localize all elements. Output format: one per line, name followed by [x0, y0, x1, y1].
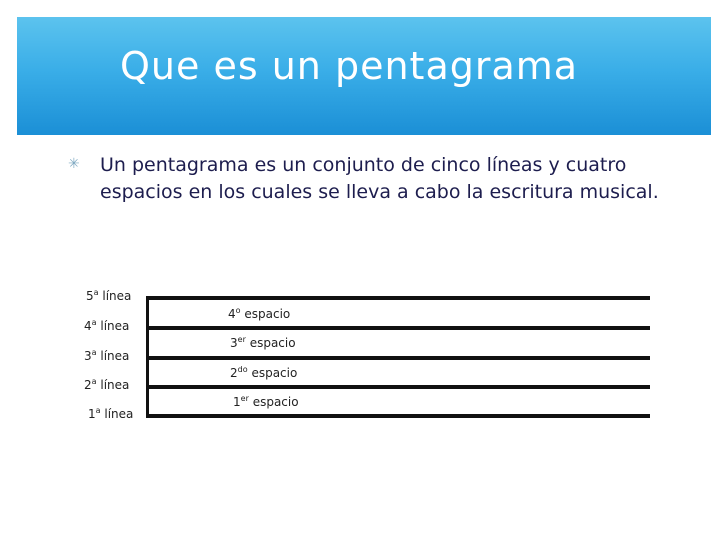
bullet-text: Un pentagrama es un conjunto de cinco líneas y cuatro espacios en los cuales se lleva a cabo la escritura musical. [100, 154, 659, 203]
space-label-2: $2^{do}$ espacio [230, 365, 298, 380]
space-label-4: 4$^o$ espacio [228, 306, 291, 321]
staff-line-3 [146, 356, 650, 360]
staff-line-4 [146, 326, 650, 330]
staff-line-1 [146, 414, 650, 418]
space-label-3: 3er espacio [230, 335, 296, 350]
staff-line-2 [146, 385, 650, 389]
slide-title: Que es un pentagrama [120, 44, 579, 88]
asterisk-icon: ✳ [68, 156, 80, 172]
staff-lines [78, 280, 653, 425]
staff-diagram [78, 280, 653, 425]
line-label-4: 4$^a$ línea [84, 318, 130, 333]
line-label-1: 1$^a$ línea [88, 406, 134, 421]
line-label-5: 5$^a$ línea [86, 288, 132, 303]
staff-line-5 [146, 296, 650, 300]
line-label-2: 2$^a$ línea [84, 377, 130, 392]
space-label-1: 1er espacio [233, 394, 299, 409]
line-label-3: 3$^a$ línea [84, 348, 130, 363]
